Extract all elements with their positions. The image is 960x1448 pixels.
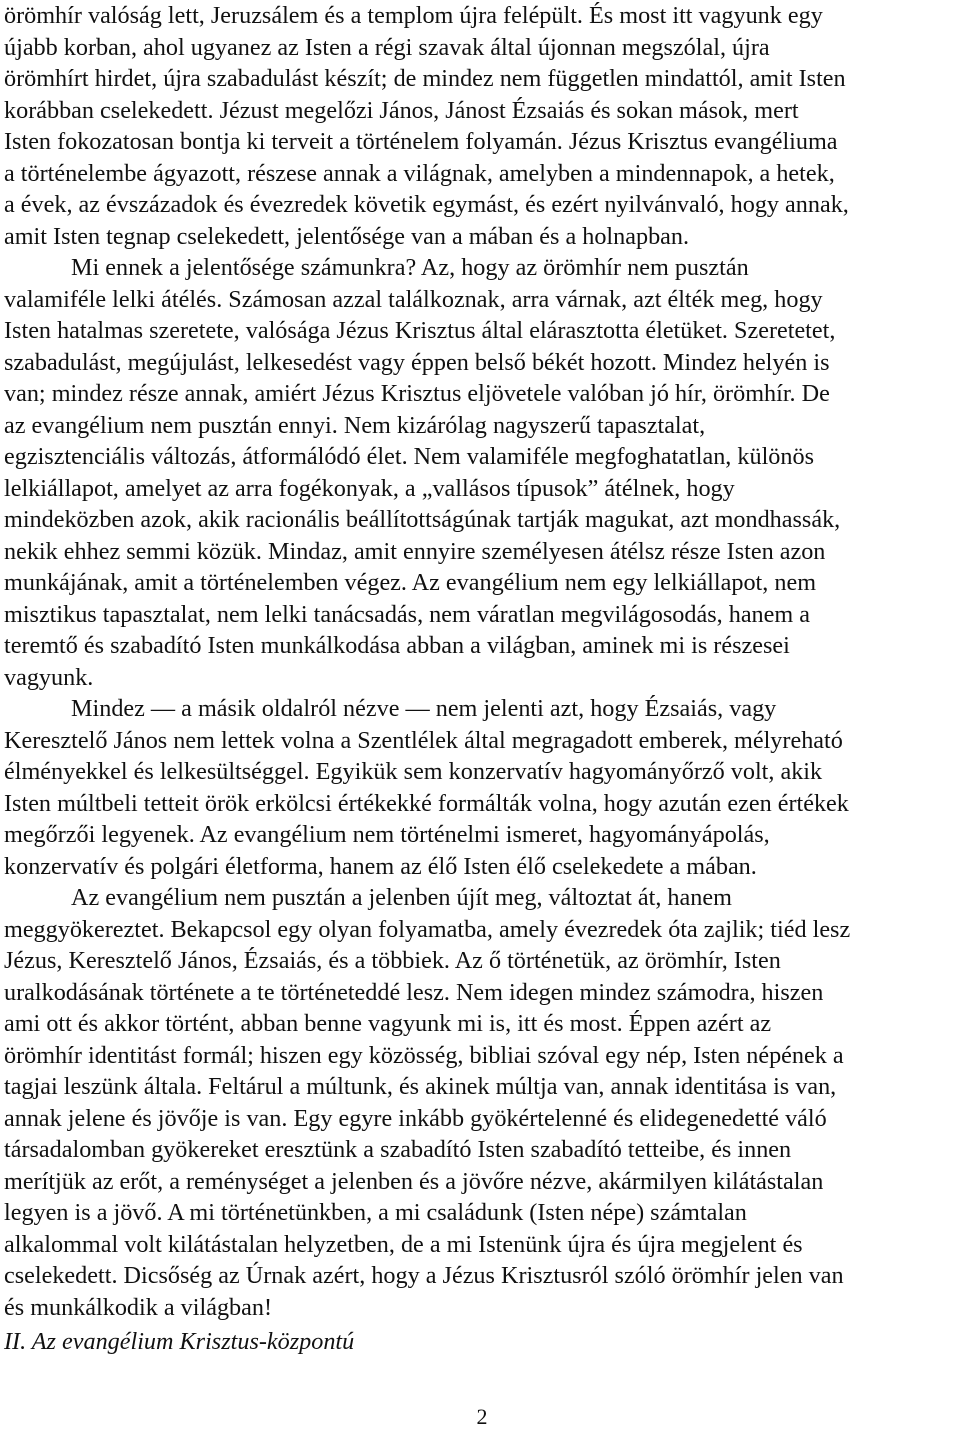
text-line: Isten fokozatosan bontja ki terveit a történelem folyamán. Jézus Krisztus evangéliuma [4,128,838,155]
text-line: meggyökereztet. Bekapcsol egy olyan folyamatba, amely évezredek óta zajlik; tiéd lesz [4,915,851,943]
text-line: Keresztelő János nem lettek volna a Szentlélek által megragadott emberek, mélyreható [4,726,843,754]
text-line: misztikus tapasztalat, nem lelki tanácsadás, nem váratlan megvilágosodás, hanem a [4,600,810,628]
text-line: ami ott és akkor történt, abban benne vagyunk mi is, itt és most. Éppen azért az [4,1010,772,1037]
text-line: a történelembe ágyazott, részese annak a világnak, amelyben a mindennapok, a hetek, [4,159,835,187]
text-line: tagjai leszünk általa. Feltárul a múltunk, és akinek múltja van, annak identitása is van, [4,1073,837,1100]
body-text [4,0,960,1323]
text-line: az evangélium nem pusztán ennyi. Nem kizárólag nagyszerű tapasztalat, [4,411,706,439]
paragraph-start-line: Mi ennek a jelentősége számunkra? Az, hogy az örömhír nem pusztán [71,254,749,281]
text-line: élményekkel és lelkesültséggel. Egyikük sem konzervatív hagyományőrző volt, akik [4,758,823,785]
text-line: cselekedett. Dicsőség az Úrnak azért, hogy a Jézus Krisztusról szóló örömhír jelen van [4,1262,844,1289]
text-line: mindeközben azok, akik racionális beállítottságúnak tartják magukat, azt mondhassák, [4,506,841,533]
text-line: egzisztenciális változás, átformálódó élet. Nem valamiféle megfoghatatlan, különös [4,443,814,470]
text-line: legyen is a jövő. A mi történetünkben, a mi családunk (Isten népe) számtalan [4,1199,747,1226]
text-line: örömhír identitást formál; hiszen egy közösség, bibliai szóval egy nép, Isten népének a [4,1041,844,1069]
text-line: örömhír valóság lett, Jeruzsálem és a templom újra felépült. És most itt vagyunk egy [4,2,823,29]
text-line: lelkiállapot, amelyet az arra fogékonyak, a „vallásos típusok” átélnek, hogy [4,474,735,502]
text-line: annak jelene és jövője is van. Egy egyre inkább gyökértelenné és elidegenedetté váló [4,1104,827,1132]
text-line: van; mindez része annak, amiért Jézus Krisztus eljövetele valóban jó hír, örömhír. De [4,380,830,407]
text-line: alkalommal volt kilátástalan helyzetben, de a mi Istenünk újra és újra megjelent és [4,1230,803,1258]
text-line: korábban cselekedett. Jézust megelőzi János, Jánost Ézsaiás és sokan mások, mert [4,96,799,124]
page-number: 2 [476,1404,488,1429]
text-line: nekik ehhez semmi közük. Mindaz, amit ennyire személyesen átélsz része Isten azon [4,537,826,565]
text-line: munkájának, amit a történelemben végez. Az evangélium nem egy lelkiállapot, nem [4,569,817,596]
text-line: uralkodásának története a te történeteddé lesz. Nem idegen mindez számodra, hiszen [4,978,824,1006]
text-line: Isten múltbeli tetteit örök erkölcsi értékekké formálták volna, hogy azután ezen értékek [4,789,849,817]
paragraph-start-line: Mindez — a másik oldalról nézve — nem jelenti azt, hogy Ézsaiás, vagy [71,695,777,722]
text-line: Jézus, Keresztelő János, Ézsaiás, és a többiek. Az ő történetük, az örömhír, Isten [4,947,781,974]
text-line: vagyunk. [4,663,94,691]
text-line: örömhírt hirdet, újra szabadulást készít; de mindez nem független mindattól, amit Isten [4,65,846,92]
text-line: amit Isten tegnap cselekedett, jelentősége van a mában és a holnapban. [4,222,690,250]
text-line: és munkálkodik a világban! [4,1293,273,1321]
text-line: megőrzői legyenek. Az evangélium nem történelmi ismeret, hagyományápolás, [4,821,770,848]
text-line: teremtő és szabadító Isten munkálkodása abban a világban, aminek mi is részesei [4,632,790,659]
section-heading: II. Az evangélium Krisztus-központú [4,1328,355,1355]
text-line: Isten hatalmas szeretete, valósága Jézus Krisztus által elárasztotta életüket. Szeretetet, [4,317,836,344]
text-line: valamiféle lelki átélés. Számosan azzal találkoznak, arra várnak, azt élték meg, hogy [4,285,823,313]
text-line: újabb korban, ahol ugyanez az Isten a régi szavak által újonnan megszólal, újra [4,33,770,61]
text-line: merítjük az erőt, a reménységet a jelenben és a jövőre nézve, akármilyen kilátástalan [4,1167,824,1195]
text-line: konzervatív és polgári életforma, hanem az élő Isten élő cselekedete a mában. [4,852,757,880]
text-line: a évek, az évszázadok és évezredek követik egymást, és ezért nyilvánvaló, hogy annak, [4,191,849,218]
text-line: társadalomban gyökereket eresztünk a szabadító Isten szabadító tetteibe, és innen [4,1136,792,1163]
paragraph-start-line: Az evangélium nem pusztán a jelenben újít meg, változtat át, hanem [71,884,732,911]
text-line: szabadulást, megújulást, lelkesedést vagy éppen belső békét hozott. Mindez helyén is [4,348,830,376]
